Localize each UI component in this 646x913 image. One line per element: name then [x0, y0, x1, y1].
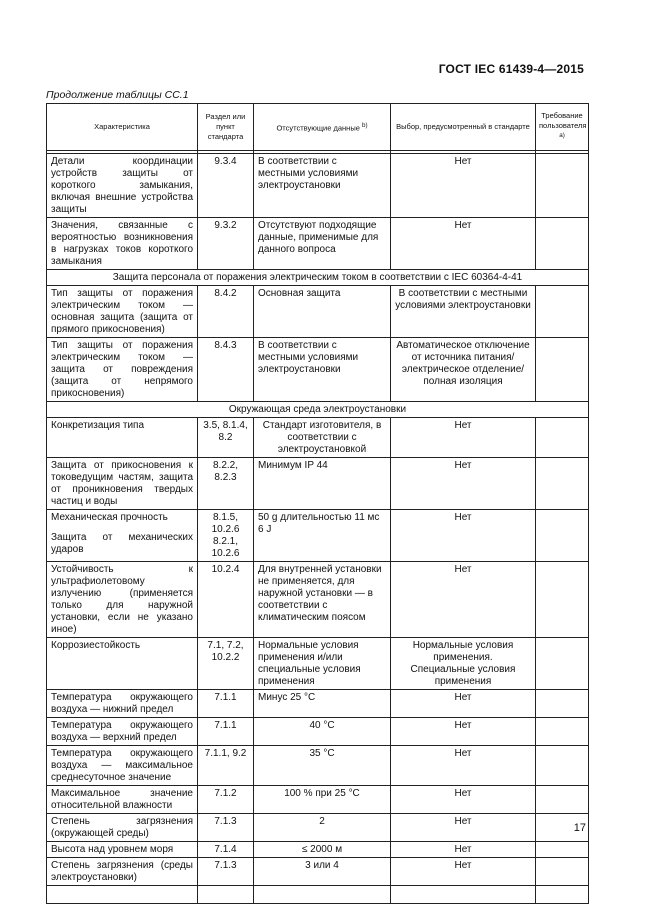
cell-user-req: [536, 154, 589, 218]
cell-characteristic: Степень загрязнения (окружающей среды): [47, 814, 198, 842]
cell-choice: Нет: [391, 718, 536, 746]
cell-section: 7.1.4: [198, 842, 254, 858]
cell-missing: Для внутренней установки не применяется, для наружной установки — в соответствии с климатическим поясом: [254, 562, 391, 638]
cell-characteristic: Температура окружающего воздуха — нижний предел: [47, 690, 198, 718]
cell-missing: Отсутствуют подходящие данные, применимые для данного вопроса: [254, 218, 391, 270]
document-header: ГОСТ IEC 61439-4—2015: [438, 62, 584, 76]
cell-characteristic: Устойчивость к ультрафиолетовому излучению (применяется только для наружной установки, если не указано иное): [47, 562, 198, 638]
cell-section: 9.3.4: [198, 154, 254, 218]
section-row: [47, 270, 589, 286]
cell-user-req: [536, 562, 589, 638]
cell-choice-part: Специальные условия применения: [410, 664, 516, 687]
cell-choice: Нет: [391, 786, 536, 814]
table-row: [47, 218, 589, 270]
cell-missing: 2: [254, 814, 391, 842]
cell-user-req: [536, 690, 589, 718]
cell-choice: Нет: [391, 842, 536, 858]
cell-user-req: [536, 746, 589, 786]
cell-missing: 40 °C: [254, 718, 391, 746]
cell-missing: Минус 25 °C: [254, 690, 391, 718]
cell-missing: ≤ 2000 м: [254, 842, 391, 858]
cell-characteristic: Детали координации устройств защиты от короткого замыкания, включая внешние устройства защиты: [47, 154, 198, 218]
col-header-missing-data-label: Отсутствующие данные: [276, 123, 360, 133]
col-header-user-req-label: Требование пользователя: [539, 110, 587, 130]
cell-choice: Нет: [391, 218, 536, 270]
cell-user-req: [536, 718, 589, 746]
table-bottom-spacer: [47, 886, 589, 904]
section-title-protection: Защита персонала от поражения электрическим током в соответствии с IEC 60364-4-41: [47, 270, 589, 286]
cell-missing: 3 или 4: [254, 858, 391, 886]
cell-characteristic: Конкретизация типа: [47, 418, 198, 458]
cell-choice: Нет: [391, 418, 536, 458]
cell-missing: 100 % при 25 °C: [254, 786, 391, 814]
cell-section: 7.1, 7.2, 10.2.2: [198, 638, 254, 690]
cell-characteristic: Высота над уровнем моря: [47, 842, 198, 858]
cell-characteristic: [47, 510, 198, 562]
table-row: [47, 418, 589, 458]
footnote-mark-b: b): [361, 121, 368, 129]
col-header-section: Раздел или пункт стандарта: [198, 104, 254, 151]
cell-missing-part: 50 g длительностью 11 мс: [258, 512, 380, 523]
cell-missing: В соответствии с местными условиями электроустановки: [254, 154, 391, 218]
cell-section-part: 8.2.1, 10.2.6: [211, 536, 240, 559]
col-header-choice: Выбор, предусмотренный в стандарте: [391, 104, 536, 151]
section-row: [47, 402, 589, 418]
table-row: [47, 746, 589, 786]
cell-user-req: [536, 786, 589, 814]
cell-choice: Нет: [391, 562, 536, 638]
cell-characteristic: Тип защиты от поражения электрическим током — защита от повреждения (защита от непрямого прикосновения): [47, 338, 198, 402]
cell-section: 7.1.1: [198, 690, 254, 718]
cell-missing-part: 6 J: [258, 524, 272, 535]
cell-section: [198, 510, 254, 562]
cell-missing: 35 °C: [254, 746, 391, 786]
table-header-row: [47, 104, 589, 151]
table-row: [47, 842, 589, 858]
cell-characteristic-part: Механическая прочность: [51, 512, 168, 523]
table-row: [47, 286, 589, 338]
cell-section: 7.1.3: [198, 858, 254, 886]
cell-section: 7.1.1: [198, 718, 254, 746]
cell-section: 3.5, 8.1.4, 8.2: [198, 418, 254, 458]
cell-user-req: [536, 858, 589, 886]
table-row: [47, 510, 589, 562]
table-row: [47, 814, 589, 842]
requirements-table: [46, 103, 589, 904]
table-caption: Продолжение таблицы СС.1: [46, 89, 189, 101]
cell-section: 7.1.3: [198, 814, 254, 842]
cell-missing: Основная защита: [254, 286, 391, 338]
table-row: [47, 690, 589, 718]
table-row: [47, 858, 589, 886]
cell-missing: Минимум IP 44: [254, 458, 391, 510]
cell-missing: [254, 510, 391, 562]
col-header-characteristic: Характеристика: [47, 104, 198, 151]
cell-user-req: [536, 510, 589, 562]
table-row: [47, 786, 589, 814]
cell-user-req: [536, 842, 589, 858]
cell-choice: Нет: [391, 690, 536, 718]
cell-characteristic: Температура окружающего воздуха — максимальное среднесуточное значение: [47, 746, 198, 786]
cell-missing: В соответствии с местными условиями электроустановки: [254, 338, 391, 402]
cell-characteristic: Защита от прикосновения к токоведущим частям, защита от проникновения твердых частиц и воды: [47, 458, 198, 510]
cell-section-part: 8.1.5, 10.2.6: [211, 512, 240, 535]
cell-section: 7.1.1, 9.2: [198, 746, 254, 786]
cell-section: 8.2.2, 8.2.3: [198, 458, 254, 510]
table-row: [47, 154, 589, 218]
page-number: 17: [573, 822, 586, 834]
cell-section: 9.3.2: [198, 218, 254, 270]
cell-characteristic: Максимальное значение относительной влажности: [47, 786, 198, 814]
cell-section: 7.1.2: [198, 786, 254, 814]
cell-missing: Стандарт изготовителя, в соответствии с электроустановкой: [254, 418, 391, 458]
cell-choice: Автоматическое отключение от источника питания/электрическое отделение/полная изоляция: [391, 338, 536, 402]
cell-choice: Нет: [391, 746, 536, 786]
table-row: [47, 718, 589, 746]
table-row: [47, 458, 589, 510]
cell-section: 10.2.4: [198, 562, 254, 638]
table-row: [47, 562, 589, 638]
cell-user-req: [536, 286, 589, 338]
cell-section: 8.4.3: [198, 338, 254, 402]
cell-missing: Нормальные условия применения и/или специальные условия применения: [254, 638, 391, 690]
cell-user-req: [536, 218, 589, 270]
cell-characteristic: Значения, связанные с вероятностью возникновения в нагрузках токов короткого замыкания: [47, 218, 198, 270]
cell-choice: В соответствии с местными условиями электроустановки: [391, 286, 536, 338]
cell-choice: Нет: [391, 858, 536, 886]
table-row: [47, 338, 589, 402]
cell-choice-part: Нормальные условия применения.: [412, 640, 514, 663]
cell-section: 8.4.2: [198, 286, 254, 338]
cell-user-req: [536, 638, 589, 690]
table-row: [47, 638, 589, 690]
cell-user-req: [536, 418, 589, 458]
cell-choice: Нет: [391, 510, 536, 562]
col-header-user-req: [536, 104, 589, 151]
section-title-environment: Окружающая среда электроустановки: [47, 402, 589, 418]
cell-characteristic: Коррозиестойкость: [47, 638, 198, 690]
cell-characteristic: Степень загрязнения (среды электроустановки): [47, 858, 198, 886]
footnote-mark-a: a): [559, 131, 565, 139]
cell-user-req: [536, 458, 589, 510]
cell-characteristic: Температура окружающего воздуха — верхний предел: [47, 718, 198, 746]
cell-choice: Нет: [391, 814, 536, 842]
cell-choice: Нет: [391, 458, 536, 510]
cell-user-req: [536, 338, 589, 402]
cell-characteristic-part: Защита от механических ударов: [51, 532, 193, 555]
cell-characteristic: Тип защиты от поражения электрическим током — основная защита (защита от прямого прикосновения): [47, 286, 198, 338]
cell-choice: Нет: [391, 154, 536, 218]
col-header-missing-data: [254, 104, 391, 151]
cell-choice: [391, 638, 536, 690]
